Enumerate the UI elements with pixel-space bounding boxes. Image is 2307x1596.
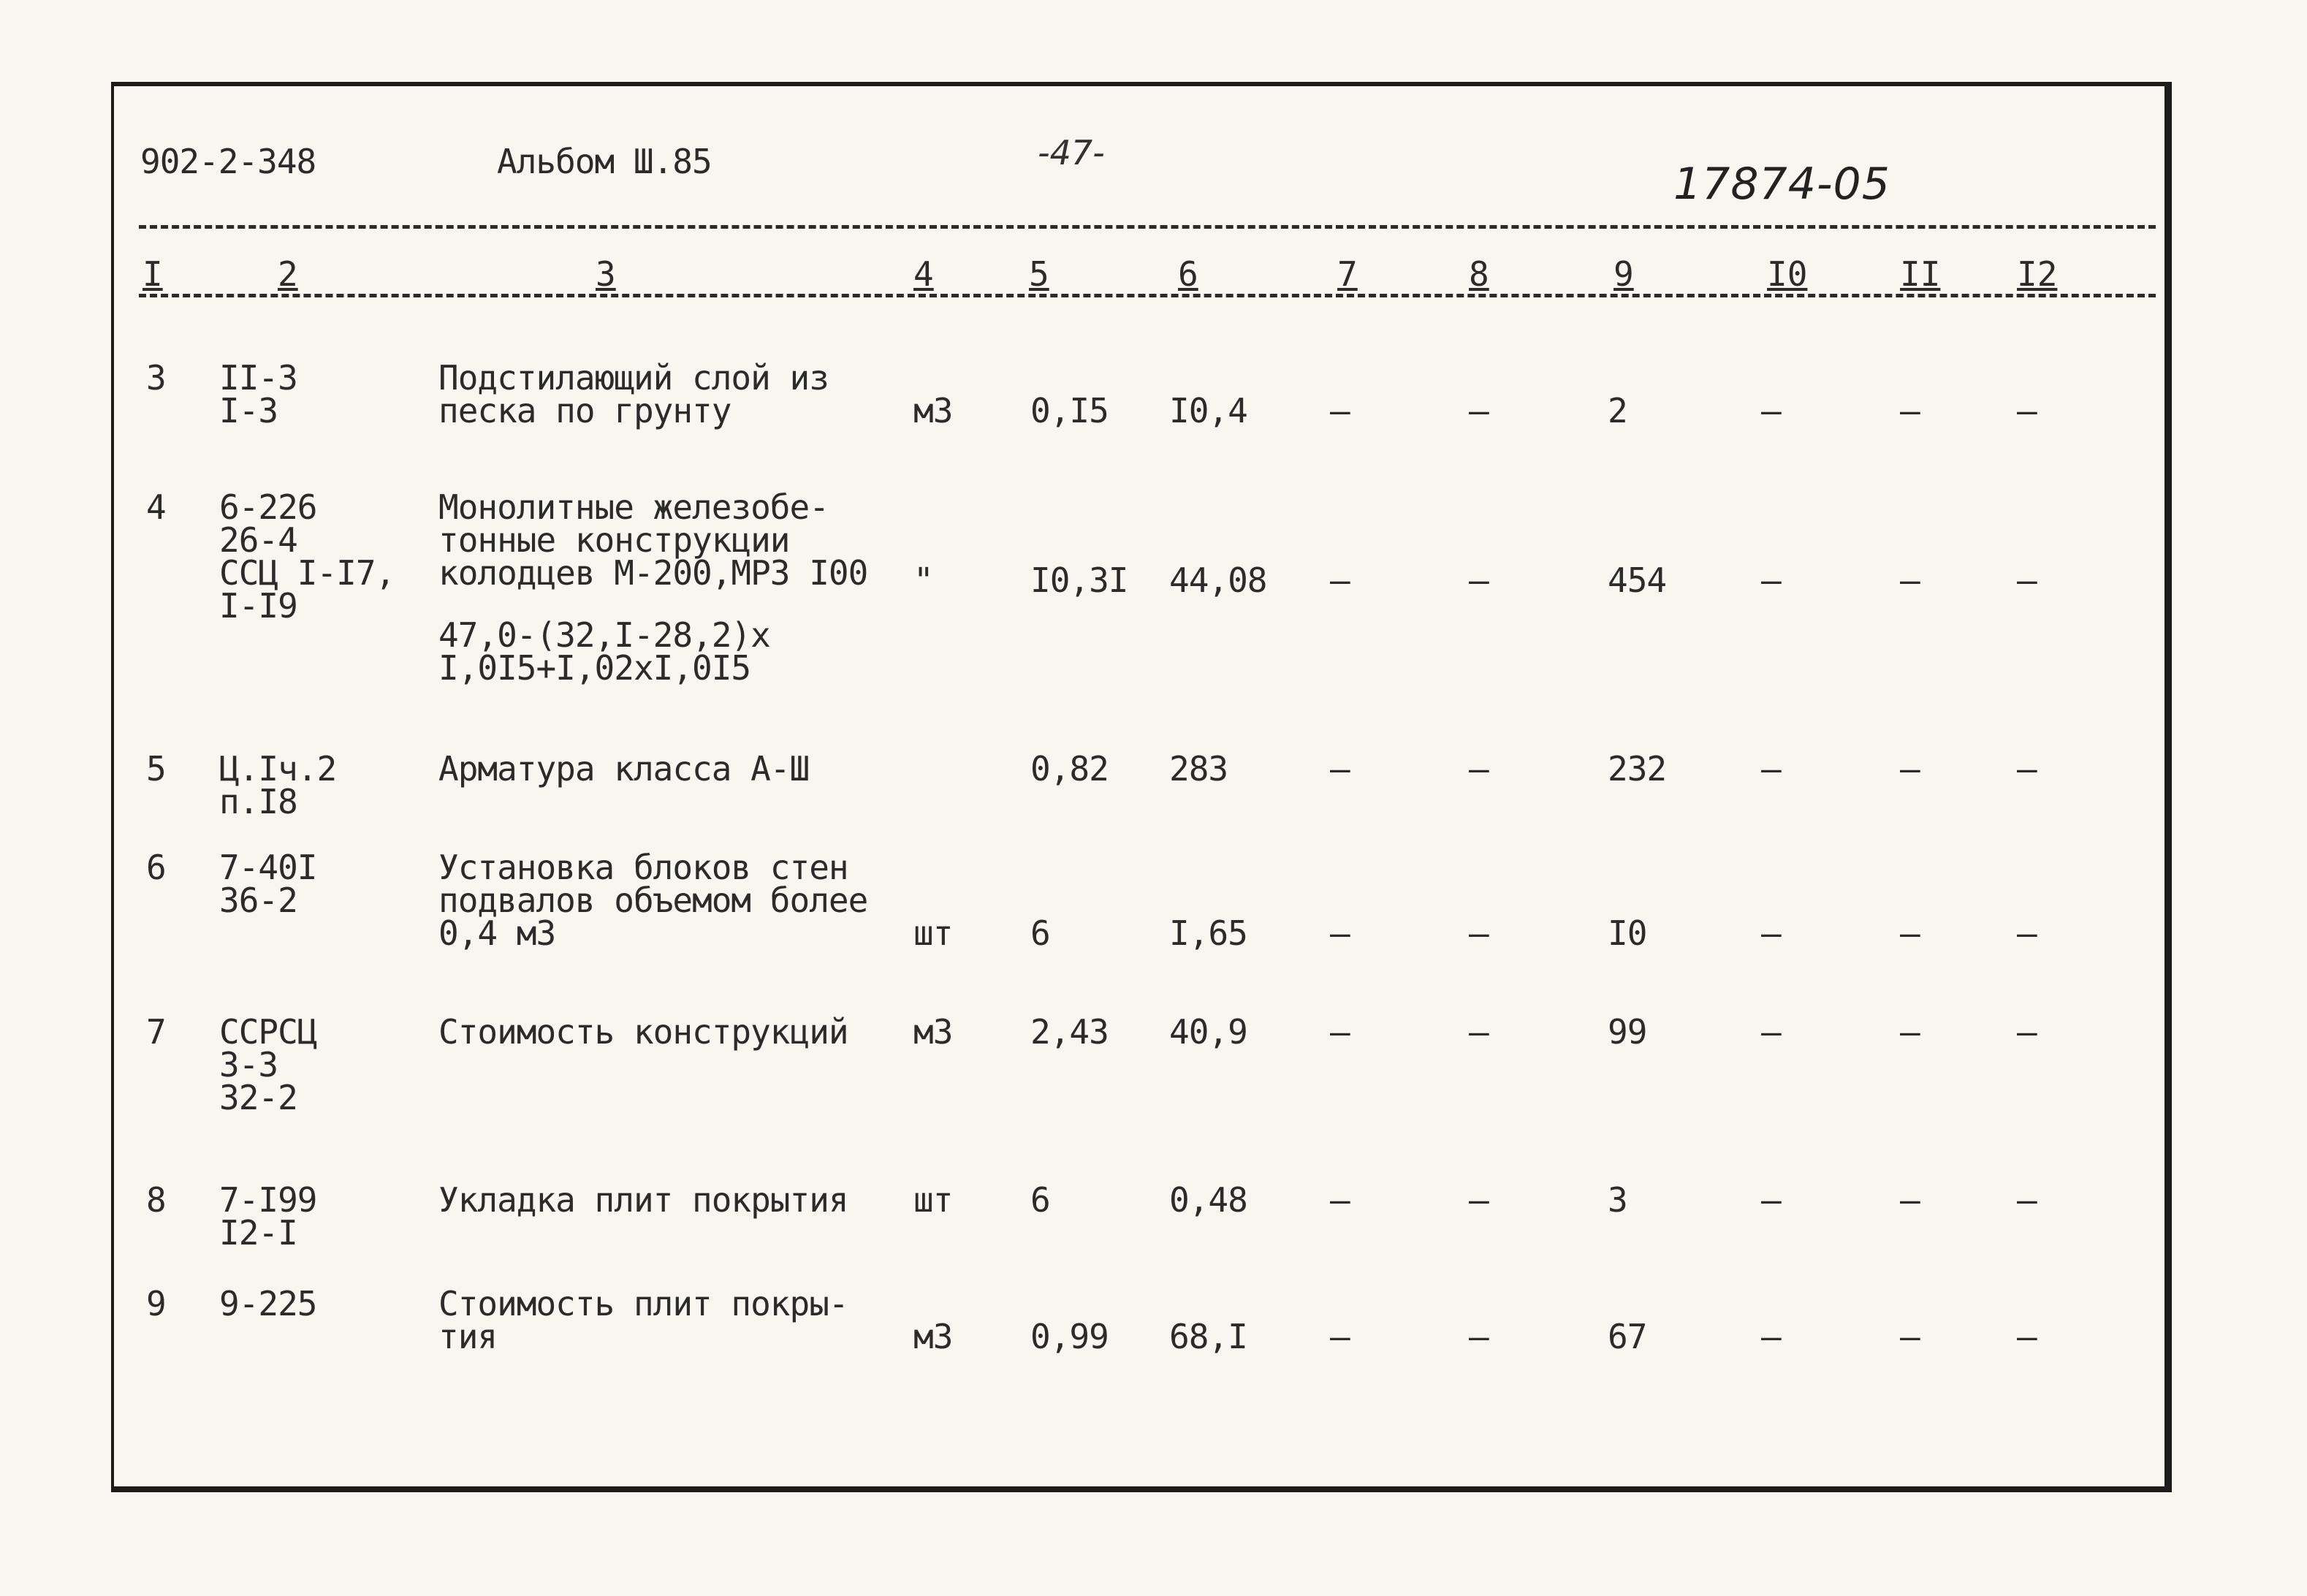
page-number: -47-	[1038, 133, 1105, 172]
col-12-value: –	[2017, 1317, 2037, 1356]
norm-code	[219, 848, 317, 921]
row-number: 7	[146, 1012, 166, 1052]
unit-price: 40,9	[1169, 1012, 1247, 1052]
calc-note-line: I,0I5+I,02xI,0I5	[438, 648, 751, 688]
col-8-value: –	[1469, 1180, 1489, 1220]
col-10-value: –	[1761, 749, 1781, 788]
work-description-line: Монолитные железобе-	[438, 487, 829, 527]
total-cost: 3	[1608, 1180, 1627, 1220]
calc-note-line: 47,0-(32,I-28,2)x	[438, 615, 770, 655]
quantity: I0,3I	[1030, 560, 1128, 600]
norm-code-line: ССЦ I-I7,	[219, 553, 395, 593]
work-description-line: 0,4 м3	[438, 913, 556, 954]
total-cost: 2	[1608, 391, 1627, 430]
quantity: 2,43	[1030, 1012, 1109, 1052]
col-10-value: –	[1761, 1317, 1781, 1356]
unit-price: 68,I	[1169, 1317, 1247, 1356]
total-cost: 454	[1608, 560, 1667, 600]
quantity: 0,99	[1030, 1317, 1109, 1356]
column-number-8: 8	[1469, 254, 1489, 294]
stamp-number: 17874-05	[1673, 159, 1890, 210]
col-8-value: –	[1469, 1012, 1489, 1052]
col-7-value: –	[1330, 391, 1350, 430]
col-8-value: –	[1469, 913, 1489, 953]
unit-of-measure: "	[913, 560, 933, 600]
col-10-value: –	[1761, 391, 1781, 430]
work-description-line: тия	[438, 1317, 498, 1357]
album-title: Альбом Ш.85	[497, 142, 712, 181]
total-cost: 232	[1608, 749, 1667, 788]
work-description	[438, 749, 810, 788]
quantity: 0,I5	[1030, 391, 1109, 430]
column-number-12: I2	[2017, 254, 2058, 294]
column-number-11: II	[1900, 254, 1941, 294]
work-description-line: тонные конструкции	[438, 520, 790, 560]
unit-of-measure: шт	[913, 1180, 953, 1220]
norm-code-line: 26-4	[219, 520, 297, 560]
col-7-value: –	[1330, 1012, 1350, 1052]
col-11-value: –	[1900, 1012, 1920, 1052]
work-description-line: Укладка плит покрытия	[438, 1180, 848, 1220]
col-7-value: –	[1330, 749, 1350, 788]
work-description	[438, 1180, 848, 1220]
column-number-4: 4	[913, 254, 934, 294]
col-8-value: –	[1469, 1317, 1489, 1356]
col-11-value: –	[1900, 391, 1920, 430]
col-12-value: –	[2017, 749, 2037, 788]
work-description-line: песка по грунту	[438, 391, 731, 431]
row-number: 6	[146, 848, 166, 887]
work-description	[438, 487, 868, 593]
column-number-6: 6	[1178, 254, 1198, 294]
row-number: 4	[146, 487, 166, 527]
col-8-value: –	[1469, 391, 1489, 430]
column-number-5: 5	[1029, 254, 1049, 294]
work-description-line: Стоимость конструкций	[438, 1012, 848, 1052]
work-description	[438, 358, 829, 431]
col-11-value: –	[1900, 749, 1920, 788]
norm-code	[219, 749, 337, 822]
total-cost: I0	[1608, 913, 1647, 953]
col-10-value: –	[1761, 1012, 1781, 1052]
total-cost: 67	[1608, 1317, 1647, 1356]
norm-code-line: 7-40I	[219, 848, 317, 887]
dashed-rule-header	[139, 294, 2156, 297]
col-12-value: –	[2017, 1012, 2037, 1052]
norm-code	[219, 1180, 317, 1253]
work-description-line: колодцев М-200,МРЗ I00	[438, 553, 868, 593]
work-description-line: Подстилающий слой из	[438, 358, 829, 398]
row-number: 5	[146, 749, 166, 788]
work-description	[438, 1012, 848, 1052]
norm-code	[219, 1012, 317, 1118]
unit-of-measure: м3	[913, 1012, 953, 1052]
unit-price: 283	[1169, 749, 1228, 788]
column-number-3: 3	[596, 254, 616, 294]
unit-of-measure: м3	[913, 391, 953, 430]
col-12-value: –	[2017, 1180, 2037, 1220]
col-11-value: –	[1900, 560, 1920, 600]
quantity: 0,82	[1030, 749, 1109, 788]
col-12-value: –	[2017, 913, 2037, 953]
total-cost: 99	[1608, 1012, 1647, 1052]
col-7-value: –	[1330, 1317, 1350, 1356]
norm-code-line: п.I8	[219, 782, 297, 822]
unit-price: I0,4	[1169, 391, 1247, 430]
row-number: 3	[146, 358, 166, 398]
norm-code-line: II-3	[219, 358, 297, 398]
work-description-line: Арматура класса А-Ш	[438, 749, 810, 788]
norm-code-line: Ц.Iч.2	[219, 749, 337, 788]
col-12-value: –	[2017, 560, 2037, 600]
unit-price: 44,08	[1169, 560, 1267, 600]
work-description-line: подвалов объемом более	[438, 881, 868, 921]
col-10-value: –	[1761, 1180, 1781, 1220]
work-description-line: Стоимость плит покры-	[438, 1284, 848, 1323]
norm-code	[219, 358, 297, 431]
col-7-value: –	[1330, 1180, 1350, 1220]
norm-code-line: 9-225	[219, 1284, 317, 1323]
col-11-value: –	[1900, 1180, 1920, 1220]
norm-code-line: I2-I	[219, 1213, 297, 1253]
row-number: 9	[146, 1284, 166, 1323]
unit-price: 0,48	[1169, 1180, 1247, 1220]
calc-note	[438, 615, 770, 688]
col-10-value: –	[1761, 913, 1781, 953]
work-description	[438, 1284, 848, 1357]
unit-of-measure: шт	[913, 913, 953, 953]
col-8-value: –	[1469, 560, 1489, 600]
dashed-rule-top	[139, 225, 2156, 229]
quantity: 6	[1030, 913, 1050, 953]
col-10-value: –	[1761, 560, 1781, 600]
norm-code	[219, 1284, 317, 1323]
col-8-value: –	[1469, 749, 1489, 788]
column-number-9: 9	[1614, 254, 1634, 294]
col-11-value: –	[1900, 913, 1920, 953]
norm-code-line: I-I9	[219, 586, 297, 626]
row-number: 8	[146, 1180, 166, 1220]
column-number-10: I0	[1767, 254, 1808, 294]
doc-code: 902-2-348	[140, 142, 316, 181]
norm-code-line: 7-I99	[219, 1180, 317, 1220]
column-number-2: 2	[278, 254, 298, 294]
norm-code-line: 36-2	[219, 881, 297, 921]
column-number-7: 7	[1337, 254, 1358, 294]
norm-code-line: I-3	[219, 391, 278, 431]
norm-code-line: 3-3	[219, 1045, 278, 1085]
unit-price: I,65	[1169, 913, 1247, 953]
col-11-value: –	[1900, 1317, 1920, 1356]
norm-code-line: ССРСЦ	[219, 1012, 317, 1052]
col-7-value: –	[1330, 560, 1350, 600]
quantity: 6	[1030, 1180, 1050, 1220]
column-number-1: I	[142, 254, 163, 294]
col-12-value: –	[2017, 391, 2037, 430]
norm-code	[219, 487, 395, 626]
norm-code-line: 6-226	[219, 487, 317, 527]
col-7-value: –	[1330, 913, 1350, 953]
work-description-line: Установка блоков стен	[438, 848, 848, 887]
work-description	[438, 848, 868, 954]
norm-code-line: 32-2	[219, 1078, 297, 1118]
unit-of-measure: м3	[913, 1317, 953, 1356]
